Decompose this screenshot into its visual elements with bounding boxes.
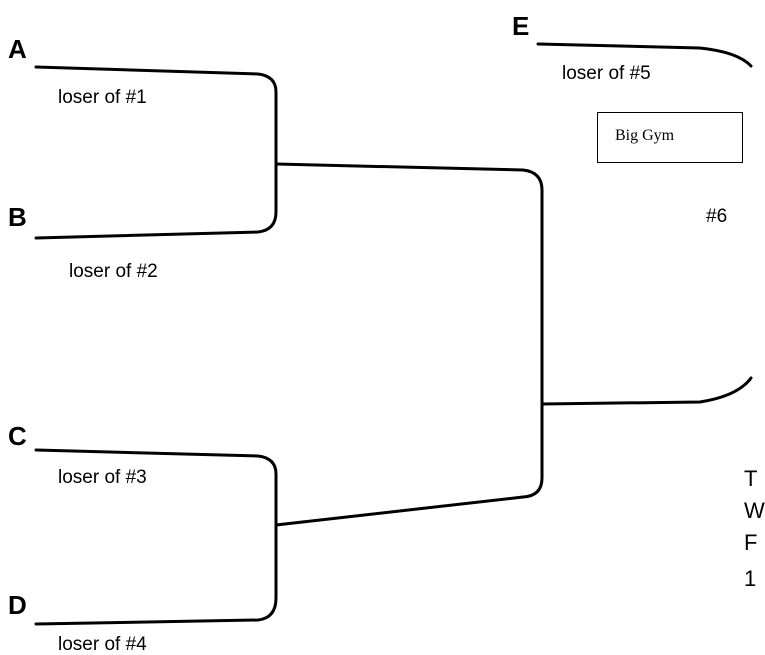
game-6-label: #6 <box>706 206 728 227</box>
edge-text-2: W <box>744 498 765 523</box>
loser-of-2-note: loser of #2 <box>69 261 158 282</box>
edge-text-4: 1 <box>744 566 757 591</box>
loser-of-5-note: loser of #5 <box>562 63 651 84</box>
team-e-label: E <box>512 11 530 41</box>
team-d-label: D <box>8 590 27 620</box>
venue-box <box>597 112 743 163</box>
loser-of-1-note: loser of #1 <box>58 87 147 108</box>
loser-of-4-note: loser of #4 <box>58 634 147 655</box>
edge-text-1: T <box>744 466 758 491</box>
bracket-line-final <box>542 378 751 404</box>
edge-text-3: F <box>744 530 758 555</box>
bracket-line-semifinal <box>276 164 542 525</box>
loser-of-3-note: loser of #3 <box>58 467 147 488</box>
team-b-label: B <box>8 202 27 232</box>
team-a-label: A <box>8 34 27 64</box>
team-c-label: C <box>8 421 27 451</box>
venue-label: Big Gym <box>615 127 675 144</box>
